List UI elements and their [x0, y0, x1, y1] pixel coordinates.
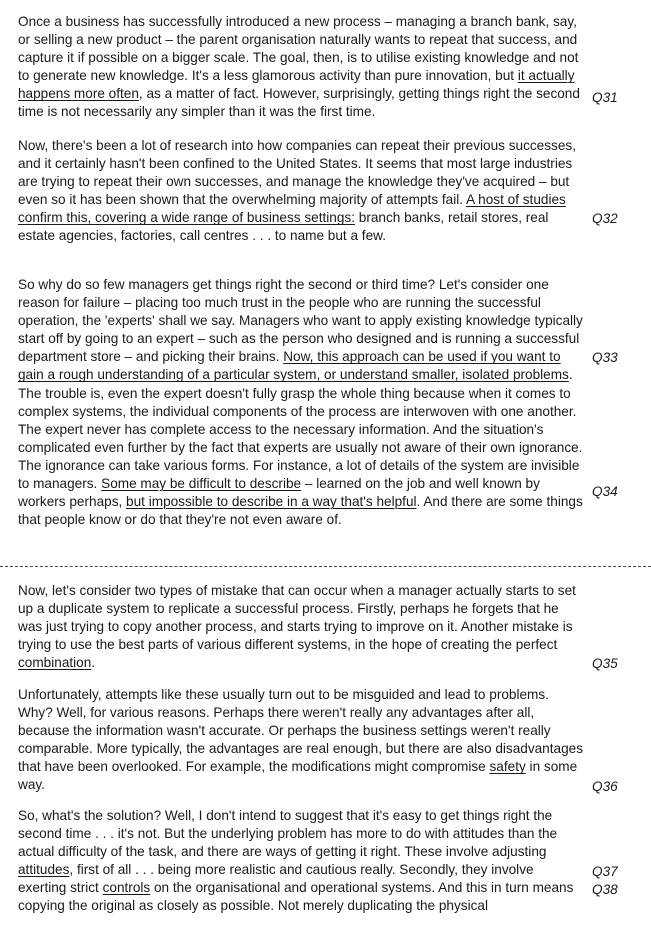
underlined-answer-text: A host of studies confirm this, covering a wide range of business settings:	[18, 192, 566, 226]
question-marker-q33: Q33	[592, 350, 618, 365]
section-divider	[0, 566, 651, 567]
question-marker-q38: Q38	[592, 882, 618, 897]
question-marker-q34: Q34	[592, 484, 618, 499]
underlined-answer-text: combination	[18, 655, 92, 671]
underlined-answer-text: controls	[102, 880, 151, 896]
paragraph-text: in some way.	[18, 759, 578, 793]
question-marker-q31: Q31	[592, 90, 618, 105]
underlined-answer-text: it actually happens more often	[18, 68, 575, 102]
paragraph-text: branch banks, retail stores, real estate agencies, factories, call centres . . . to name but a few.	[18, 210, 549, 244]
question-marker-q32: Q32	[592, 211, 618, 226]
paragraph-text: So, what's the solution? Well, I don't intend to suggest that it's easy to get things right the second time . . . it's not. But the underlying problem has more to do with attitudes than the actual difficulty of the task, and there are ways of getting it right. These involve adjusting	[18, 808, 558, 860]
paragraph-text: Now, there's been a lot of research into how companies can repeat their previous successes, and it certainly hasn't been confined to the United States. It seems that most large industries are trying to repeat their own successes, and manage the knowledge they've acquired – but even so it has been shown that the overwhelming majority of attempts fail.	[18, 138, 576, 208]
paragraph-6	[18, 807, 584, 916]
underlined-answer-text: attitudes	[18, 862, 70, 878]
underlined-answer-text: Now, this approach can be used if you want to gain a rough understanding of a particular system, or understand smaller, isolated problems	[18, 349, 569, 383]
paragraph-3	[18, 276, 584, 529]
paragraph-text: , as a matter of fact. However, surprisingly, getting things right the second time is not necessarily any simpler than it was the first time.	[18, 86, 580, 120]
paragraph-text: Once a business has successfully introduced a new process – managing a branch bank, say, or selling a new product – the parent organisation naturally wants to repeat that success, and capture it if possible on a bigger scale. The goal, then, is to utilise existing knowledge and not to generate new knowledge. It's a less glamorous activity than pure innovation, but	[18, 14, 579, 84]
paragraph-text: , first of all . . . being more realistic and cautious really. Secondly, they involve exerting strict	[18, 862, 534, 896]
paragraph-text: on the organisational and operational systems. And this in turn means copying the original as closely as possible. Not merely duplicating the physical	[18, 880, 574, 914]
question-marker-q36: Q36	[592, 779, 618, 794]
paragraph-text: . And there are some things that people know or do that they're not even aware of.	[18, 494, 583, 528]
underlined-answer-text: safety	[489, 759, 526, 775]
paragraph-text: . The trouble is, even the expert doesn't fully grasp the whole thing because when it comes to complex systems, the individual components of the process are interwoven with one another. The expert never has complete access to the necessary information. And the situation's complicated even further by the fact that experts are usually not aware of their own ignorance. The ignorance can take various forms. For instance, a lot of details of the system are invisible to managers.	[18, 367, 583, 492]
underlined-answer-text: but impossible to describe in a way that's helpful	[126, 494, 417, 510]
paragraph-1	[18, 13, 584, 122]
paragraph-text: – learned on the job and well known by workers perhaps,	[18, 476, 540, 510]
question-marker-q35: Q35	[592, 656, 618, 671]
paragraph-4	[18, 582, 584, 672]
question-marker-q37: Q37	[592, 864, 618, 879]
underlined-answer-text: Some may be difficult to describe	[101, 476, 302, 492]
paragraph-text: So why do so few managers get things right the second or third time? Let's consider one reason for failure – placing too much trust in the people who are running the successful operation, the 'experts' shall we say. Managers who want to apply existing knowledge typically start off by going to an expert – such as the person who designed and is running a successful department store – and picking their brains.	[18, 277, 583, 365]
paragraph-text: Unfortunately, attempts like these usually turn out to be misguided and lead to problems. Why? Well, for various reasons. Perhaps there weren't really any advantages after all, because the information wasn't accurate. Or perhaps the business settings weren't really comparable. More typically, the advantages are real enough, but there are also disadvantages that have been overlooked. For example, the modifications might compromise	[18, 687, 583, 775]
paragraph-text: Now, let's consider two types of mistake that can occur when a manager actually starts to set up a duplicate system to replicate a successful process. Firstly, perhaps he forgets that he was just trying to copy another process, and starts trying to improve on it. Another mistake is trying to use the best parts of various different systems, in the hope of creating the perfect	[18, 583, 576, 653]
paragraph-2	[18, 137, 584, 246]
paragraph-text: .	[91, 655, 96, 671]
paragraph-5	[18, 686, 584, 795]
